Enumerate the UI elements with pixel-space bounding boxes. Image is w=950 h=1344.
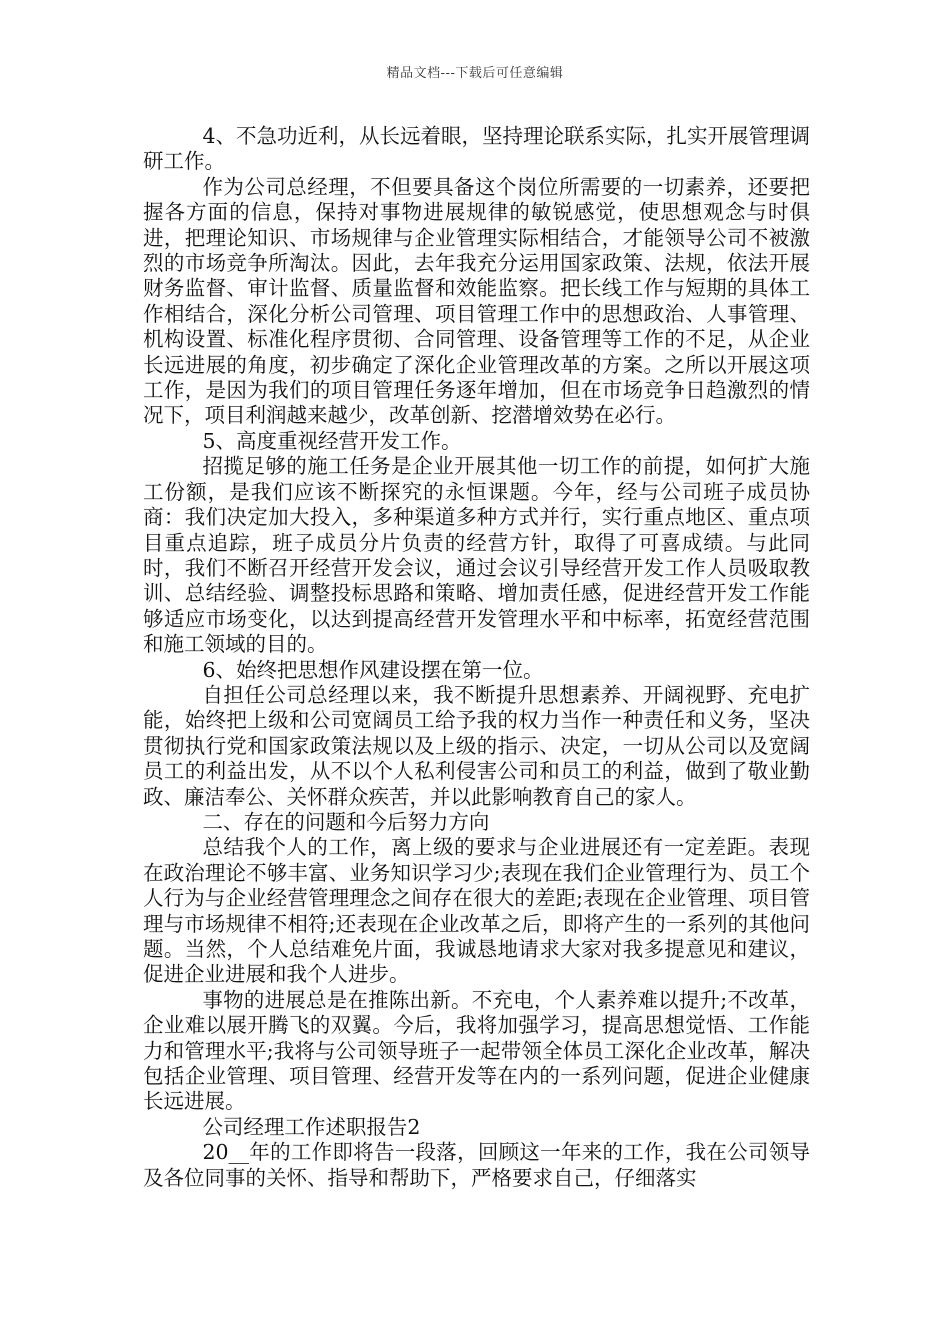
page-header: 精品文档---下载后可任意编辑	[386, 66, 564, 81]
paragraph-summary-gaps: 总结我个人的工作，离上级的要求与企业进展还有一定差距。表现在政治理论不够丰富、业务知识学习少;表现在我们企业管理行为、员工个人行为与企业经营管理理念之间存在很大的差距;表现在企业管理、项目管理与市场规律不相符;还表现在企业改革之后，即将产生的一系列的其他问题。当然，个人总结难免片面，我诚恳地请求大家对我多提意见和建议，促进企业进展和我个人进步。	[143, 835, 810, 987]
section-heading-problems: 二、存在的问题和今后努力方向	[202, 809, 490, 834]
paragraph-item-4-heading: 4、不急功近利，从长远着眼，坚持理论联系实际，扎实开展管理调研工作。	[143, 124, 810, 174]
paragraph-business-development: 招揽足够的施工任务是企业开展其他一切工作的前提，如何扩大施工份额，是我们应该不断探究的永恒课题。今年，经与公司班子成员协商：我们决定加大投入，多种渠道多种方式并行，实行重点地区、重点项目重点追踪，班子成员分片负责的经营方针，取得了可喜成绩。与此同时，我们不断召开经营开发会议，通过会议引导经营开发工作人员吸取教训、总结经验、调整投标思路和策略、增加责任感，促进经营开发工作能够适应市场变化，以达到提高经营开发管理水平和中标率，拓宽经营范围和施工领域的目的。	[143, 454, 810, 657]
report-2-title: 公司经理工作述职报告2	[202, 1114, 421, 1139]
paragraph-item-6-heading: 6、始终把思想作风建设摆在第一位。	[202, 657, 544, 682]
paragraph-manager-qualities: 作为公司总经理，不但要具备这个岗位所需要的一切素养，还要把握各方面的信息，保持对事物进展规律的敏锐感觉，使思想观念与时俱进，把理论知识、市场规律与企业管理实际相结合，才能领导公司不被激烈的市场竞争所淘汰。因此，去年我充分运用国家政策、法规，依法开展财务监督、审计监督、质量监督和效能监察。把长线工作与短期的具体工作相结合，深化分析公司管理、项目管理工作中的思想政治、人事管理、机构设置、标准化程序贯彻、合同管理、设备管理等工作的不足，从企业长远进展的角度，初步确定了深化企业管理改革的方案。之所以开展这项工作，是因为我们的项目管理任务逐年增加，但在市场竞争日趋激烈的情况下，项目利润越来越少，改革创新、挖潜增效势在必行。	[143, 174, 810, 428]
paragraph-report-2-intro: 20__年的工作即将告一段落，回顾这一年来的工作，我在公司领导及各位同事的关怀、指导和帮助下，严格要求自己，仔细落实	[143, 1140, 810, 1190]
document-body	[143, 124, 810, 1191]
paragraph-future-plans: 事物的进展总是在推陈出新。不充电，个人素养难以提升;不改革，企业难以展开腾飞的双翼。今后，我将加强学习，提高思想觉悟、工作能力和管理水平;我将与公司领导班子一起带领全体员工深化企业改革，解决包括企业管理、项目管理、经营开发等在内的一系列问题，促进企业健康长远进展。	[143, 987, 810, 1114]
paragraph-item-5-heading: 5、高度重视经营开发工作。	[202, 428, 462, 453]
paragraph-work-style: 自担任公司总经理以来，我不断提升思想素养、开阔视野、充电扩能，始终把上级和公司宽阔员工给予我的权力当作一种责任和义务，坚决贯彻执行党和国家政策法规以及上级的指示、决定，一切从公司以及宽阔员工的利益出发，从不以个人私利侵害公司和员工的利益，做到了敬业勤政、廉洁奉公、关怀群众疾苦，并以此影响教育自己的家人。	[143, 682, 810, 809]
